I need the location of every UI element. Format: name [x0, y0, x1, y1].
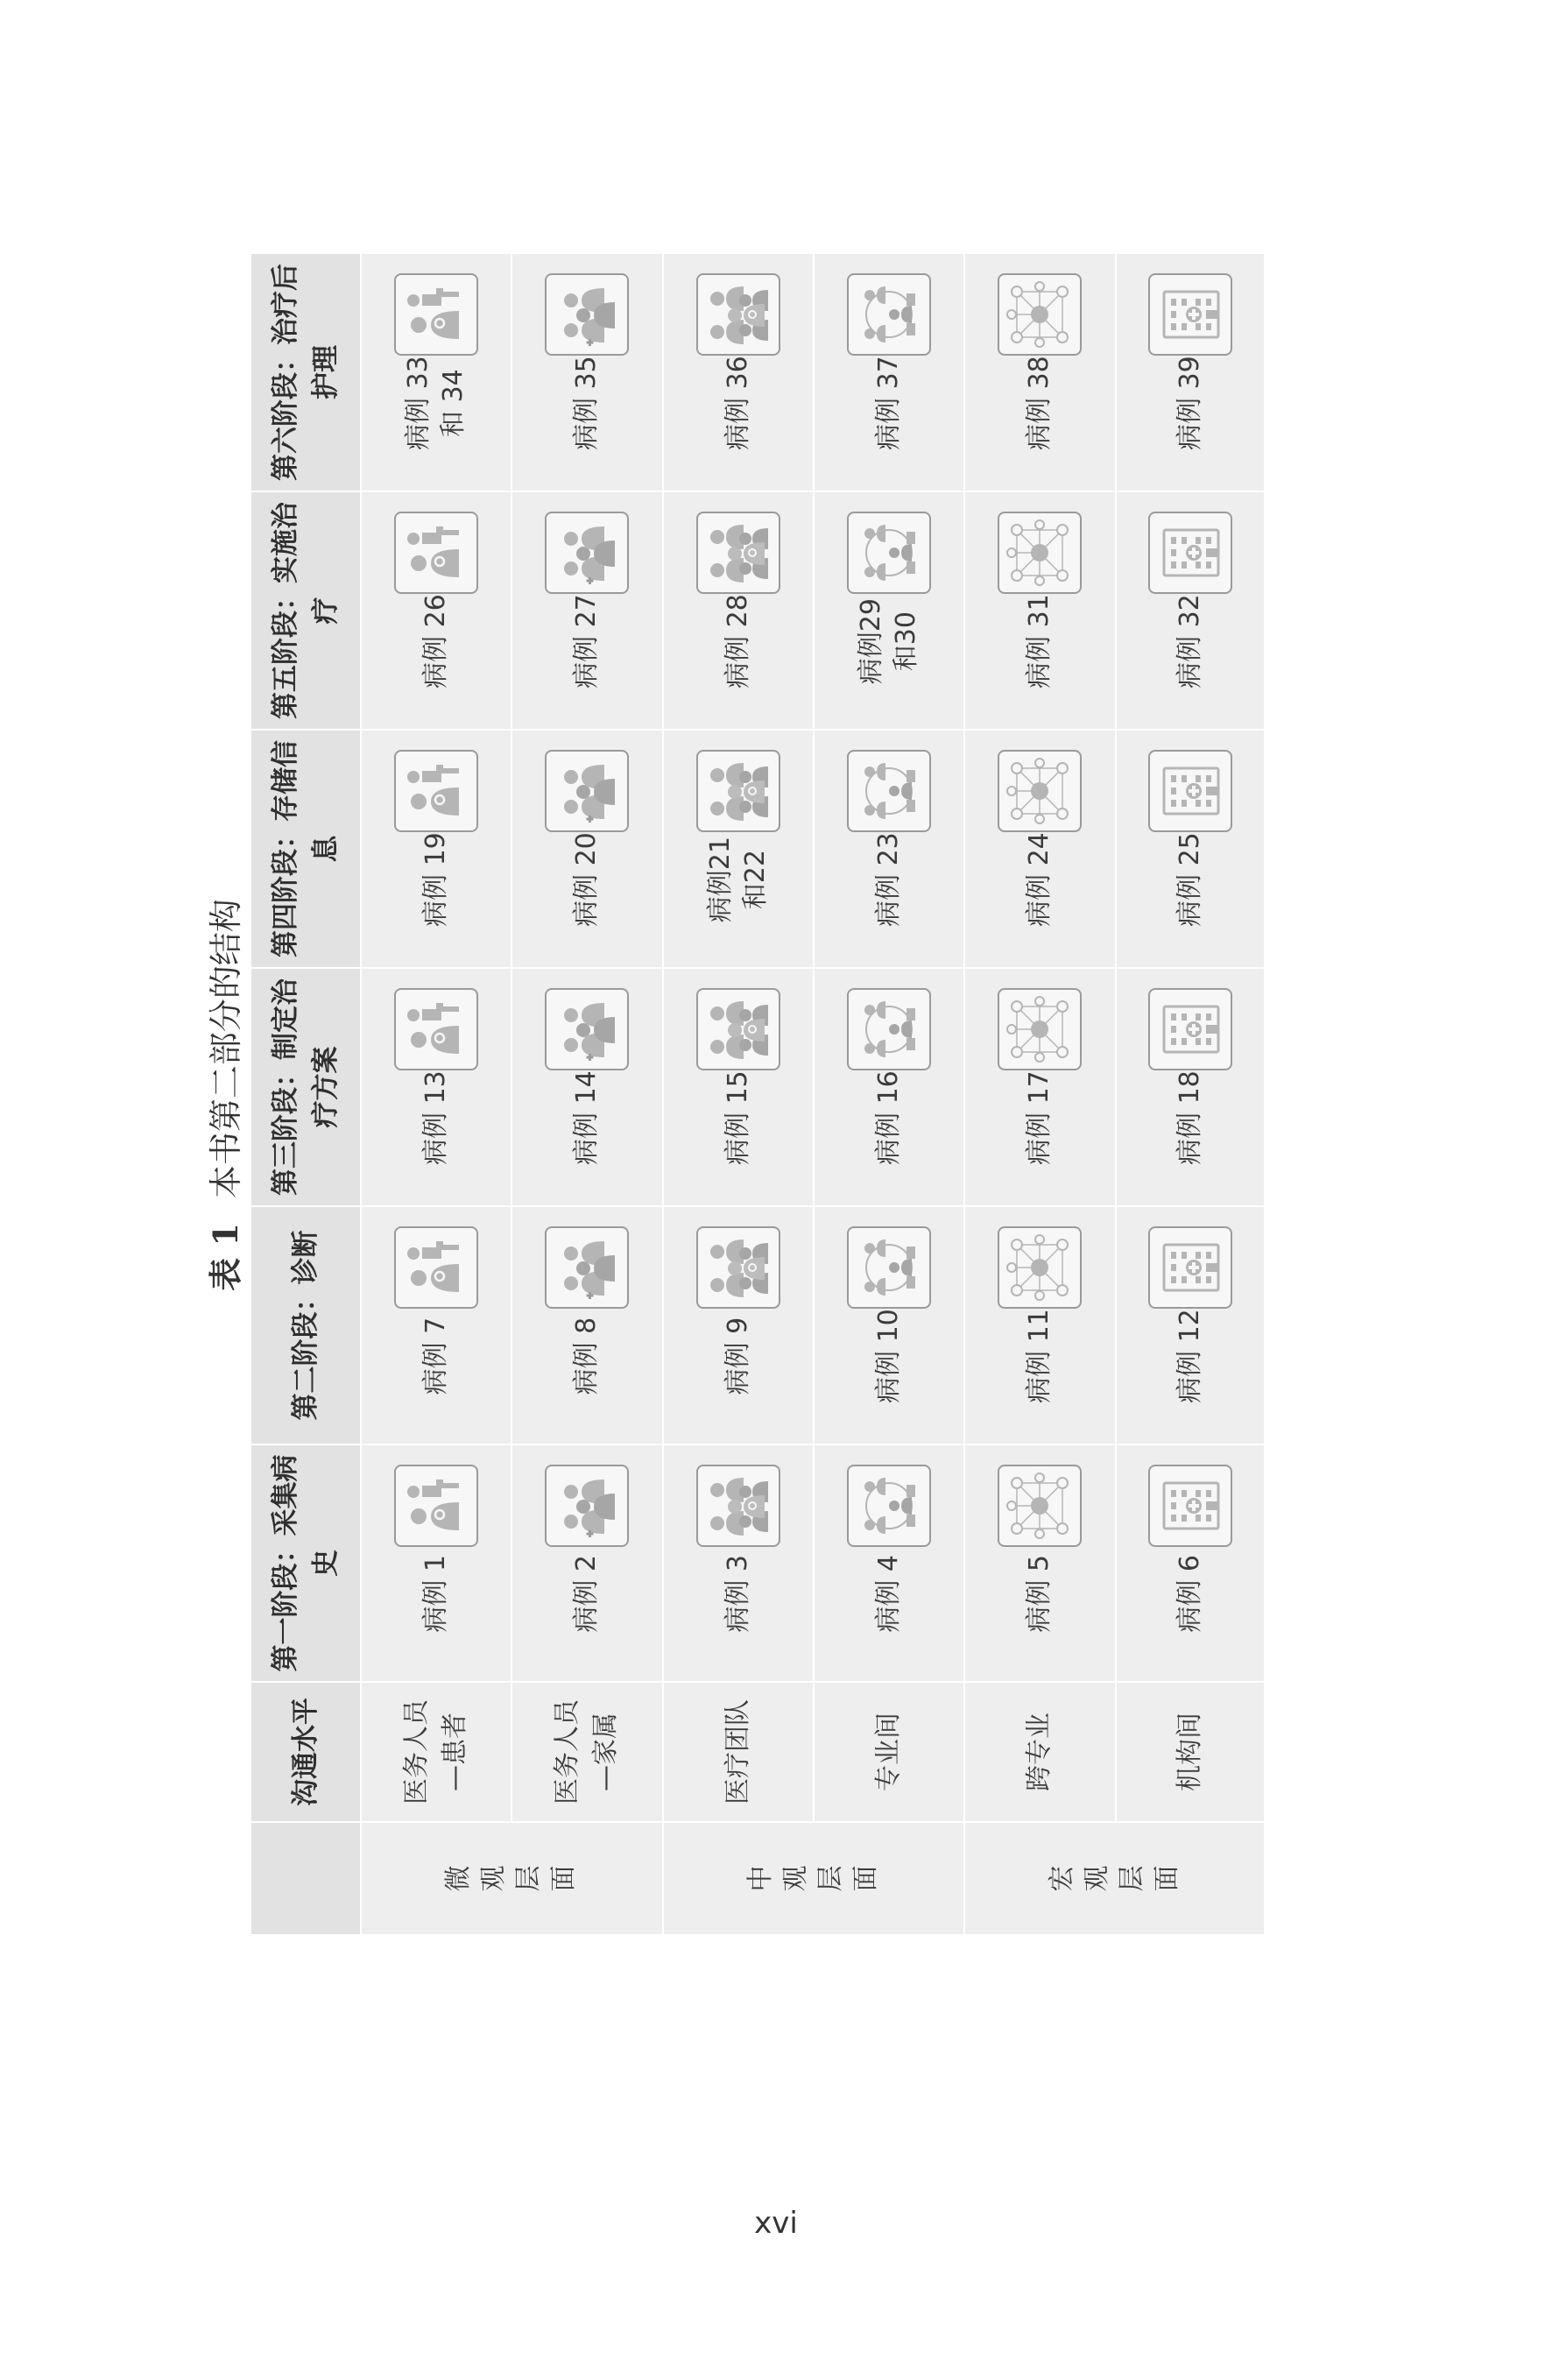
case-label: 病例 2 — [571, 1555, 603, 1633]
case-label: 病例 10 — [873, 1309, 905, 1403]
interprofessional-icon — [847, 512, 931, 594]
case-cell — [511, 491, 662, 730]
header-stage-3: 第三阶段：制定治疗方案 — [250, 968, 361, 1206]
level-label: 中观层面 — [744, 1865, 881, 1892]
case-label: 病例 1 — [420, 1555, 452, 1633]
case-cell — [814, 1444, 964, 1682]
case-label: 病例 27 — [571, 594, 603, 689]
structure-table — [250, 252, 1266, 1936]
case-label: 病例 9 — [722, 1317, 753, 1395]
case-label: 病例 38 — [1024, 356, 1055, 450]
case-label: 病例 8 — [571, 1317, 603, 1395]
case-cell — [814, 253, 964, 491]
header-stage-6: 第六阶段：治疗后护理 — [250, 253, 361, 491]
table-row — [814, 253, 964, 1935]
case-label: 病例 35 — [571, 356, 603, 450]
case-cell — [814, 491, 964, 730]
case-cell — [964, 1206, 1115, 1444]
communication-level-label: 医疗团队 — [663, 1682, 814, 1822]
hospital-icon — [1148, 273, 1232, 356]
case-cell — [964, 1444, 1115, 1682]
case-cell — [1116, 968, 1265, 1206]
interprofessional-icon — [847, 273, 931, 356]
table-row — [964, 253, 1115, 1935]
case-label: 病例 33和 34 — [403, 356, 469, 450]
medical-team-icon — [696, 512, 780, 594]
level-cell — [361, 1822, 663, 1935]
case-cell — [1116, 1444, 1265, 1682]
medical-team-icon — [696, 750, 780, 832]
case-cell — [511, 968, 662, 1206]
table-row — [1116, 253, 1265, 1935]
table-row — [361, 253, 511, 1935]
interprofessional-icon — [847, 1226, 931, 1309]
interprofessional-icon — [847, 988, 931, 1070]
case-label: 病例 17 — [1024, 1070, 1055, 1165]
level-label: 微观层面 — [443, 1865, 580, 1892]
case-cell — [964, 491, 1115, 730]
family-icon — [545, 1226, 629, 1309]
case-label: 病例 18 — [1174, 1070, 1205, 1165]
network-icon — [998, 1465, 1082, 1547]
case-label: 病例 31 — [1024, 594, 1055, 689]
case-cell — [663, 1206, 814, 1444]
communication-level-label: 机构间 — [1116, 1682, 1265, 1822]
case-label: 病例21和22 — [704, 837, 771, 923]
network-icon — [998, 750, 1082, 832]
doctor-patient-icon — [394, 988, 478, 1070]
hospital-icon — [1148, 750, 1232, 832]
case-cell — [663, 730, 814, 968]
interprofessional-icon — [847, 750, 931, 832]
case-cell — [361, 1206, 511, 1444]
network-icon — [998, 512, 1082, 594]
case-label: 病例 4 — [873, 1555, 905, 1633]
case-cell — [964, 253, 1115, 491]
header-stage-2: 第二阶段：诊断 — [250, 1206, 361, 1444]
family-icon — [545, 988, 629, 1070]
case-label: 病例 19 — [420, 832, 452, 927]
case-label: 病例 13 — [420, 1070, 452, 1165]
case-cell — [1116, 1206, 1265, 1444]
level-cell — [663, 1822, 965, 1935]
doctor-patient-icon — [394, 1465, 478, 1547]
case-cell — [964, 968, 1115, 1206]
medical-team-icon — [696, 273, 780, 356]
table-title-text: 本书第二部分的结构 — [207, 899, 245, 1199]
page-number: xvi — [754, 2206, 798, 2241]
case-cell — [511, 253, 662, 491]
communication-level-label: 医务人员—患者 — [361, 1682, 511, 1822]
case-label: 病例 26 — [420, 594, 452, 689]
family-icon — [545, 750, 629, 832]
network-icon — [998, 988, 1082, 1070]
header-stage-1: 第一阶段：采集病史 — [250, 1444, 361, 1682]
family-icon — [545, 273, 629, 356]
case-label: 病例 14 — [571, 1070, 603, 1165]
case-label: 病例 5 — [1024, 1555, 1055, 1633]
case-cell — [814, 730, 964, 968]
case-label: 病例 11 — [1024, 1309, 1055, 1403]
case-label: 病例 15 — [722, 1070, 753, 1165]
header-communication: 沟通水平 — [250, 1682, 361, 1822]
case-cell — [663, 1444, 814, 1682]
table-number: 表 1 — [206, 1223, 245, 1291]
hospital-icon — [1148, 988, 1232, 1070]
doctor-patient-icon — [394, 273, 478, 356]
case-cell — [361, 730, 511, 968]
case-cell — [663, 253, 814, 491]
hospital-icon — [1148, 1226, 1232, 1309]
case-label: 病例 12 — [1174, 1309, 1205, 1403]
doctor-patient-icon — [394, 1226, 478, 1309]
case-cell — [1116, 491, 1265, 730]
communication-level-label: 医务人员—家属 — [511, 1682, 662, 1822]
header-level — [250, 1822, 361, 1935]
communication-level-label: 跨专业 — [964, 1682, 1115, 1822]
case-label: 病例 25 — [1174, 832, 1205, 927]
case-cell — [361, 491, 511, 730]
case-label: 病例 6 — [1174, 1555, 1205, 1633]
case-cell — [1116, 730, 1265, 968]
network-icon — [998, 273, 1082, 356]
case-cell — [1116, 253, 1265, 491]
rotated-table — [206, 254, 1222, 1936]
level-cell — [964, 1822, 1265, 1935]
case-cell — [964, 730, 1115, 968]
case-label: 病例 24 — [1024, 832, 1055, 927]
network-icon — [998, 1226, 1082, 1309]
table-row — [511, 253, 662, 1935]
medical-team-icon — [696, 988, 780, 1070]
header-stage-5: 第五阶段：实施治疗 — [250, 491, 361, 730]
communication-level-label: 专业间 — [814, 1682, 964, 1822]
case-label: 病例 23 — [873, 832, 905, 927]
table-title — [206, 254, 245, 1936]
hospital-icon — [1148, 512, 1232, 594]
level-label: 宏观层面 — [1046, 1865, 1182, 1892]
medical-team-icon — [696, 1226, 780, 1309]
family-icon — [545, 1465, 629, 1547]
case-cell — [361, 253, 511, 491]
table-row — [663, 253, 814, 1935]
medical-team-icon — [696, 1465, 780, 1547]
case-label: 病例 3 — [722, 1555, 753, 1633]
case-label: 病例 16 — [873, 1070, 905, 1165]
case-label: 病例 36 — [722, 356, 753, 450]
case-cell — [361, 968, 511, 1206]
header-row — [250, 253, 361, 1935]
case-label: 病例 39 — [1174, 356, 1205, 450]
case-cell — [814, 968, 964, 1206]
case-cell — [511, 1444, 662, 1682]
case-label: 病例 20 — [571, 832, 603, 927]
doctor-patient-icon — [394, 512, 478, 594]
case-label: 病例 37 — [873, 356, 905, 450]
case-cell — [663, 491, 814, 730]
doctor-patient-icon — [394, 750, 478, 832]
hospital-icon — [1148, 1465, 1232, 1547]
case-cell — [663, 968, 814, 1206]
case-label: 病例 32 — [1174, 594, 1205, 689]
case-label: 病例 7 — [420, 1317, 452, 1395]
case-cell — [361, 1444, 511, 1682]
family-icon — [545, 512, 629, 594]
case-cell — [511, 730, 662, 968]
case-label: 病例29和30 — [856, 598, 922, 685]
case-cell — [814, 1206, 964, 1444]
case-cell — [511, 1206, 662, 1444]
case-label: 病例 28 — [722, 594, 753, 689]
header-stage-4: 第四阶段：存储信息 — [250, 730, 361, 968]
interprofessional-icon — [847, 1465, 931, 1547]
